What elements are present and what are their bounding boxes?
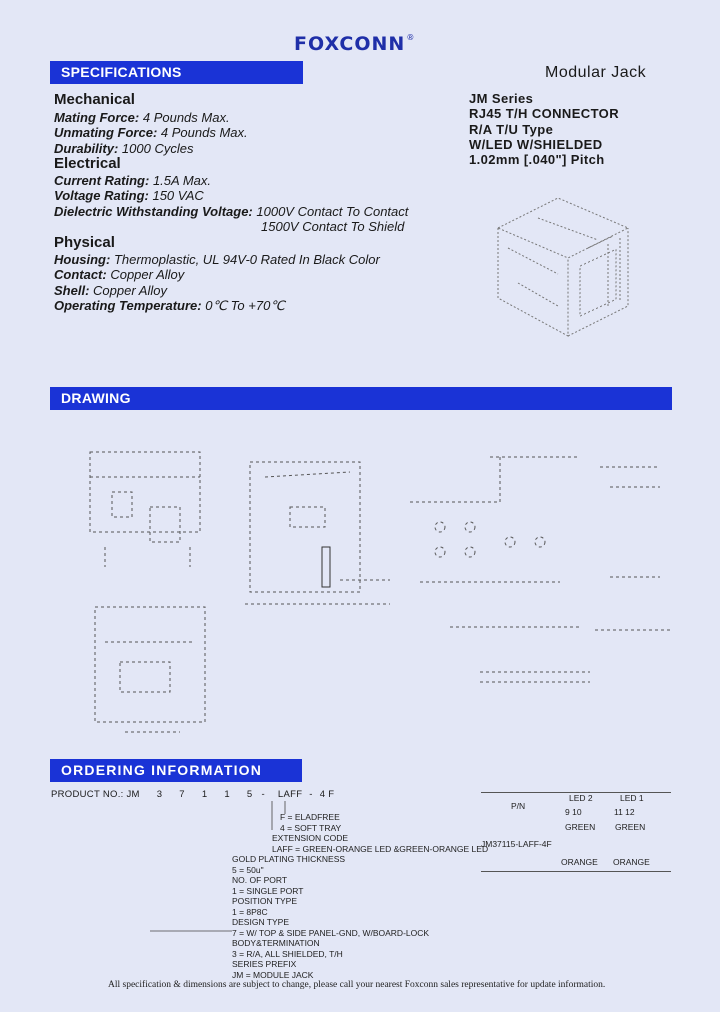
drawing-header: DRAWING <box>50 387 672 410</box>
product-line: RJ45 T/H CONNECTOR <box>469 106 619 122</box>
led-table-header: LED 2 <box>569 793 593 803</box>
electrical-heading: Electrical <box>54 155 121 172</box>
spec-row: Housing: Thermoplastic, UL 94V-0 Rated In Black Color <box>54 252 380 267</box>
product-lines <box>469 91 619 167</box>
spec-row: 1500V Contact To Shield <box>261 218 405 234</box>
spec-row: Operating Temperature: 0℃ To +70℃ <box>54 297 285 313</box>
ordering-header: ORDERING INFORMATION <box>50 759 302 782</box>
led-table-header: P/N <box>511 801 526 811</box>
spec-row: Mating Force: 4 Pounds Max. <box>54 110 230 125</box>
led-table-pn: JM37115-LAFF-4F <box>481 839 552 849</box>
mechanical-list <box>54 110 248 156</box>
spec-row: Contact: Copper Alloy <box>54 267 185 283</box>
led-color: ORANGE <box>613 857 650 867</box>
spec-row: Unmating Force: 4 Pounds Max. <box>54 125 248 141</box>
product-line: R/A T/U Type <box>469 121 554 137</box>
footer-note: All specification & dimensions are subject to change, please call your nearest Foxconn sales representative for update information. <box>108 980 606 990</box>
product-line: W/LED W/SHIELDED <box>469 136 603 152</box>
electrical-list <box>54 173 408 234</box>
connector-illustration <box>488 188 648 348</box>
spec-row: Shell: Copper Alloy <box>54 282 167 298</box>
product-number: PRODUCT NO.: JM 3 7 1 1 5 - LAFF - 4 F <box>51 789 335 800</box>
technical-drawing <box>50 432 670 752</box>
product-line: 1.02mm [.040"] Pitch <box>469 152 605 168</box>
led-table-header: LED 1 <box>620 793 644 803</box>
led-color: ORANGE <box>561 857 598 867</box>
ordering-legend: F = ELADFREE 4 = SOFT TRAY EXTENSION CODE LAFF = GREEN-ORANGE LED &GREEN-ORANGE LED GOLD PLATING THICKNESS 5 = 50u" NO. OF PORT 1 = SINGLE PORT POSITION TYPE 1 = 8P8C DESIGN TYPE 7 = W/ TOP & SIDE PANEL-GND, W/BOARD-LOCK BODY&TERMINATION 3 = R/A, ALL SHIELDED, T/H SERIES PREFIX JM = MODULE JACK <box>232 812 489 980</box>
foxconn-logo: FOXCONN® <box>294 33 416 55</box>
product-line: JM Series <box>469 91 534 106</box>
led-pins: 9 10 <box>565 807 582 817</box>
spec-row: Durability: 1000 Cycles <box>54 140 194 156</box>
physical-heading: Physical <box>54 234 115 251</box>
led-color: GREEN <box>615 822 646 832</box>
led-color: GREEN <box>565 822 596 832</box>
spec-row: Current Rating: 1.5A Max. <box>54 173 211 188</box>
physical-list <box>54 252 380 313</box>
led-table <box>481 792 671 872</box>
product-title: Modular Jack <box>545 64 647 81</box>
specifications-header: SPECIFICATIONS <box>50 61 303 84</box>
spec-row: Dielectric Withstanding Voltage: 1000V Contact To Contact <box>54 203 409 219</box>
mechanical-heading: Mechanical <box>54 91 135 108</box>
led-pins: 11 12 <box>614 807 635 817</box>
spec-row: Voltage Rating: 150 VAC <box>54 188 204 204</box>
